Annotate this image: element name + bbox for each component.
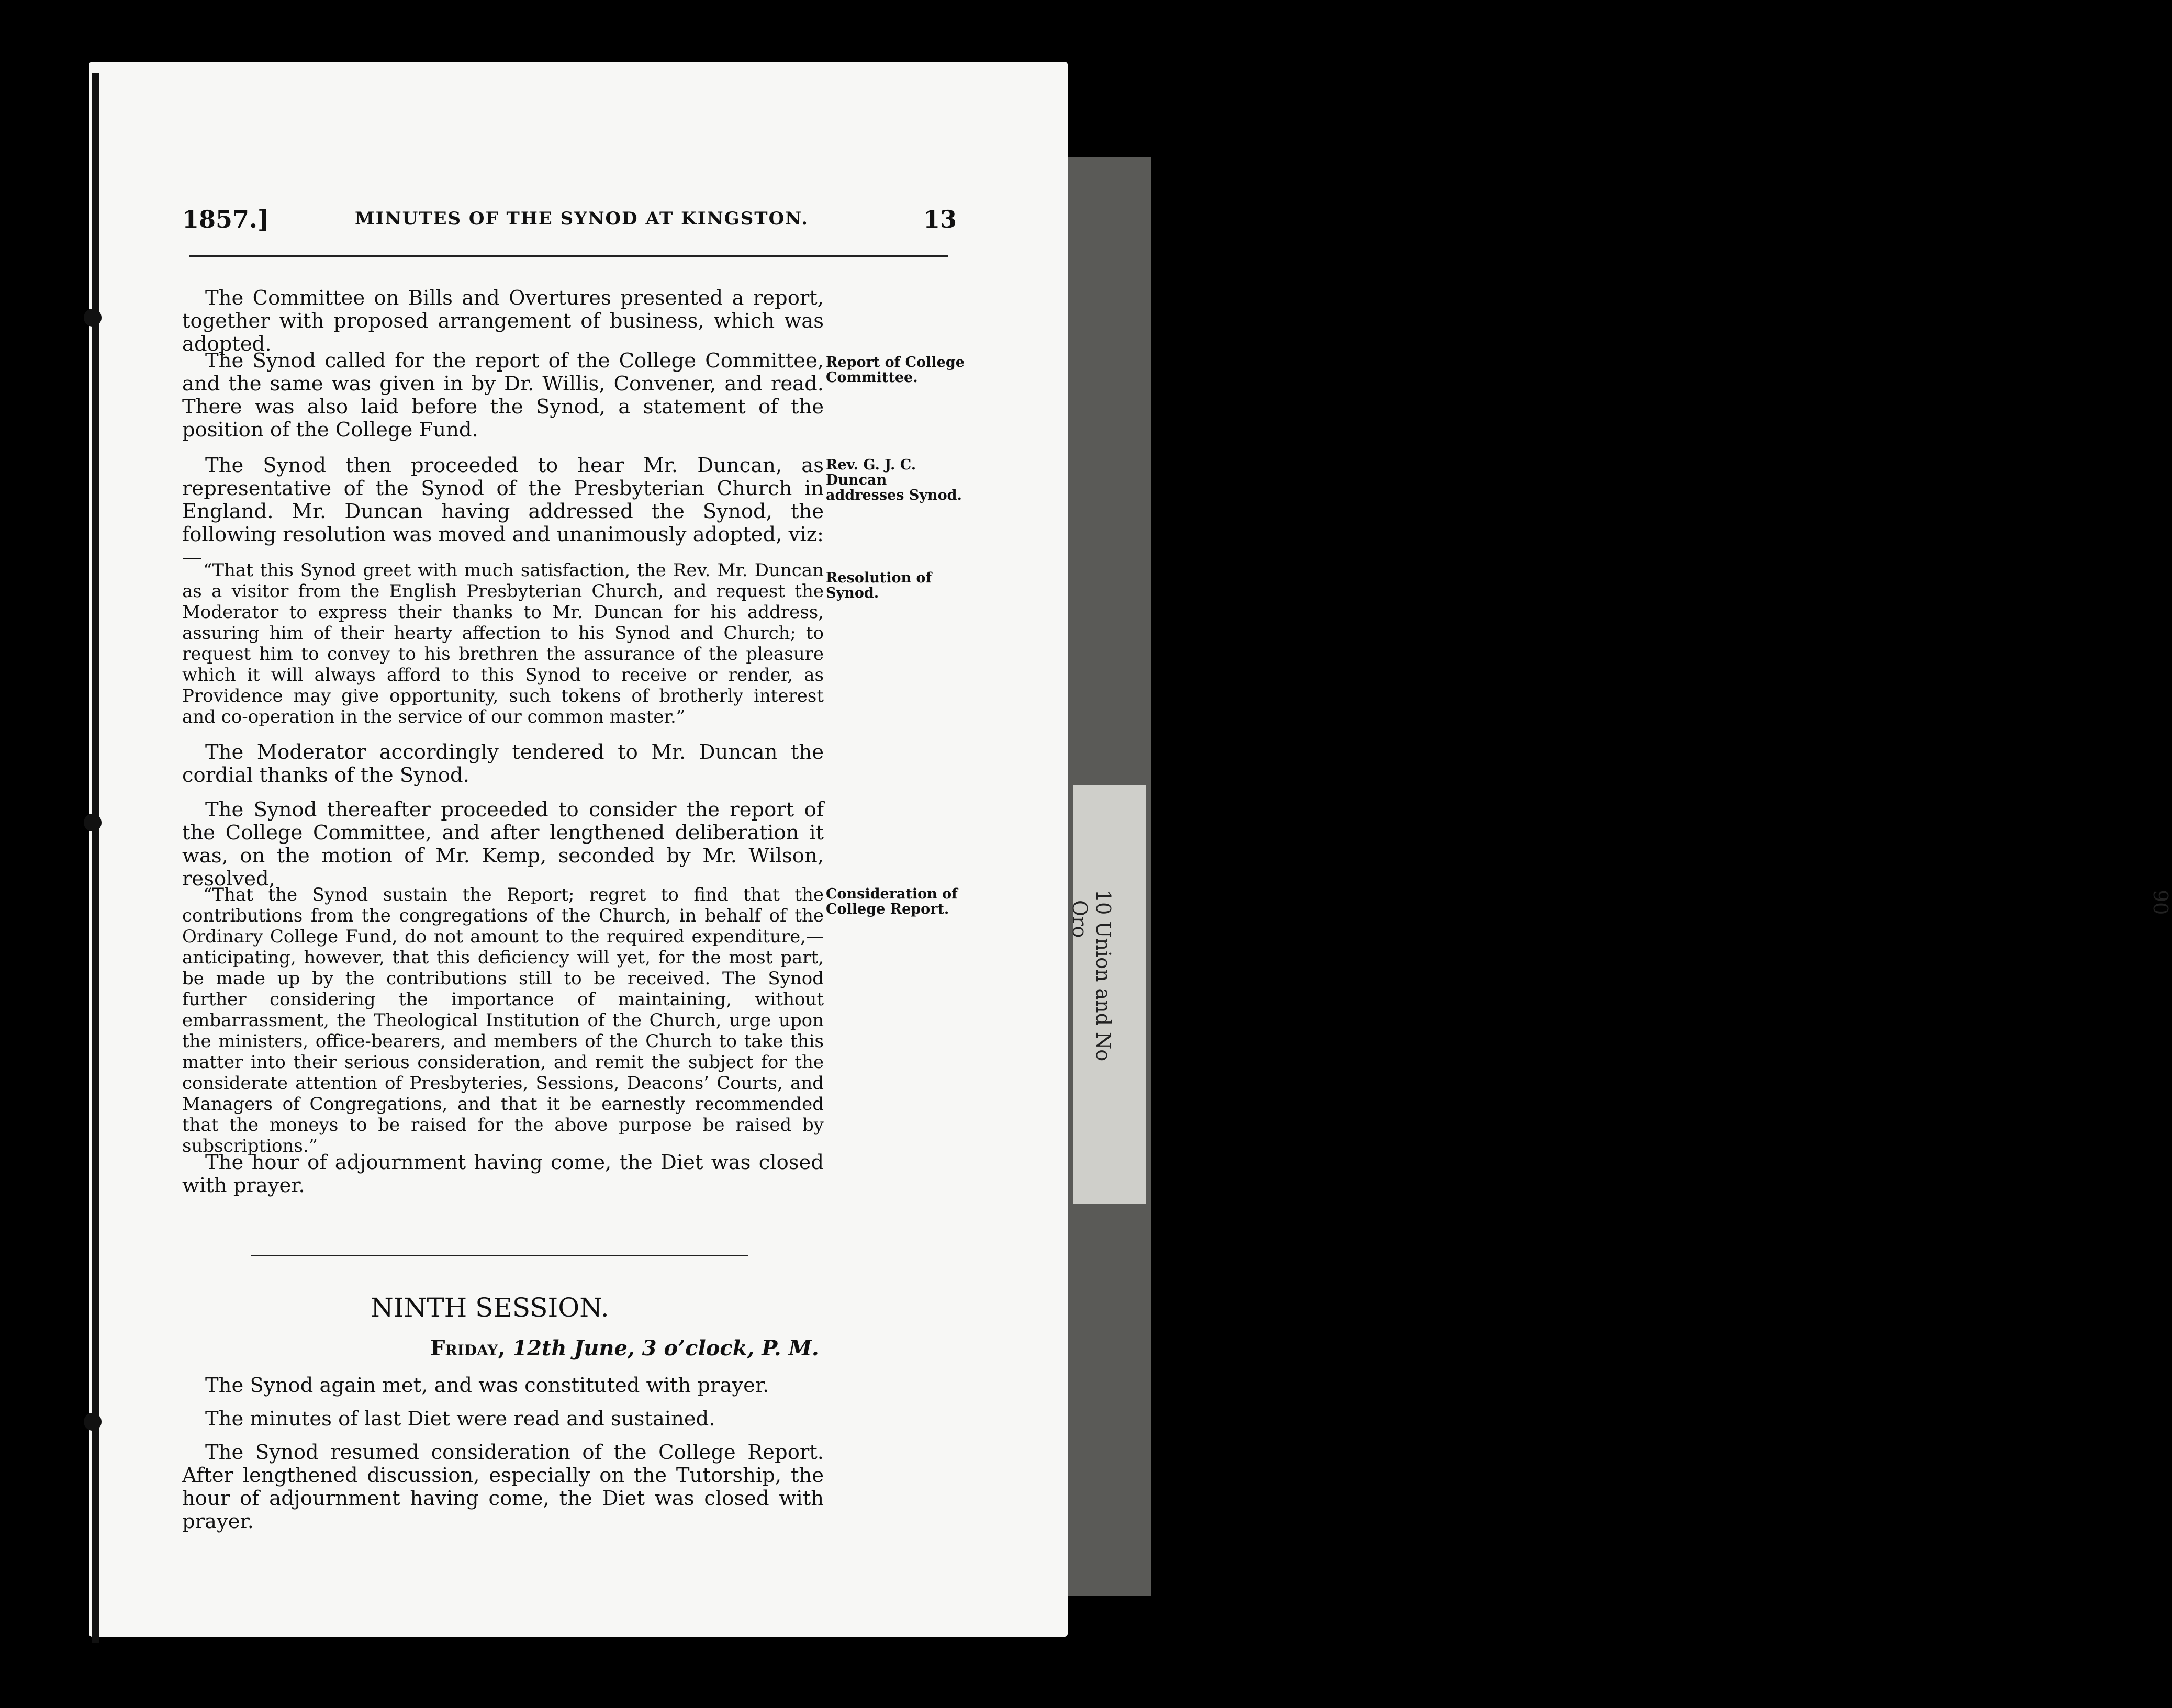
running-header: [182, 205, 957, 237]
quote-text: “That the Synod sustain the Report; regret to find that the contributions from the congregations of the Church, in behalf of the Ordinary College Fund, do not amount to the required expenditure,— anticipating, however, that this deficiency will yet, for the most part, be made up by the contributions still to be received. The Synod further considering the importance of maintaining, without embarrassment, the Theological Institution of the Church, urge upon the ministers, office-bearers, and members of the Church to take this matter into their serious consideration, and remit the subject for the considerate attention of Presbyteries, Sessions, Deacons’ Courts, and Managers of Congregations, and that it be earnestly recommended that the moneys to be raised for the above purpose be raised by subscriptions.”: [182, 884, 824, 1156]
resolution-quote-2: [182, 884, 824, 1156]
binding-stitch: [84, 1413, 102, 1431]
header-rule: [189, 255, 948, 257]
session-time: 12th June, 3 o’clock, P. M.: [512, 1336, 819, 1361]
paragraph-text: The hour of adjournment having come, the Diet was closed with prayer.: [182, 1151, 824, 1197]
side-note: Report of College Committee.: [826, 354, 965, 386]
section-divider: [251, 1255, 748, 1256]
side-note: Rev. G. J. C. Duncan addresses Synod.: [826, 457, 962, 503]
adjacent-page-edge: [1068, 157, 2172, 1596]
quote-text: “That this Synod greet with much satisfaction, the Rev. Mr. Duncan as a visitor from the English Presbyterian Church, and request the Moderator to express their thanks to Mr. Duncan for his address, assuring him of their hearty affection to his Synod and Church; to request him to convey to his brethren the assurance of the pleasure which it will always afford to this Synod to receive or render, as Providence may give opportunity, such tokens of brotherly interest and co-operation in the service of our common master.”: [182, 560, 824, 727]
binding-stitch: [84, 814, 102, 831]
paragraph-text: The Moderator accordingly tendered to Mr. Duncan the cordial thanks of the Synod.: [182, 740, 824, 787]
paragraph-5: [182, 799, 824, 891]
session-paragraph-1: [182, 1374, 824, 1397]
paragraph-text: The Committee on Bills and Overtures presented a report, together with proposed arrangement of business, which was adopted.: [182, 286, 824, 356]
session-day: Friday,: [430, 1336, 506, 1361]
session-paragraph-2: [182, 1408, 824, 1431]
header-title: MINUTES OF THE SYNOD AT KINGSTON.: [355, 208, 809, 229]
paragraph-1: [182, 287, 824, 356]
paragraph-text: The Synod thereafter proceeded to consider the report of the College Committee, and after lengthened deliberation it was, on the motion of Mr. Kemp, seconded by Mr. Wilson, resolved,: [182, 798, 824, 891]
side-note: Resolution of Synod.: [826, 570, 932, 601]
paragraph-2: [182, 350, 824, 442]
paragraph-text: The minutes of last Diet were read and sustained.: [205, 1407, 715, 1431]
edge-fragment: Oro: [1068, 900, 1091, 938]
session-title: NINTH SESSION.: [371, 1293, 609, 1323]
page-number: 13: [923, 205, 957, 233]
paragraph-text: The Synod resumed consideration of the College Report. After lengthened discussion, especially on the Tutorship, the hour of adjournment having come, the Diet was closed with prayer.: [182, 1441, 824, 1533]
binding-stitch: [84, 309, 102, 327]
resolution-quote-1: [182, 560, 824, 727]
session-date: [430, 1336, 819, 1361]
header-year: 1857.]: [182, 205, 269, 233]
paragraph-3: [182, 454, 824, 569]
paragraph-text: The Synod again met, and was constituted with prayer.: [205, 1374, 769, 1397]
edge-fragment: 10 Union and No: [1092, 890, 1115, 1062]
session-paragraph-3: [182, 1441, 824, 1533]
paragraph-6: [182, 1151, 824, 1197]
paragraph-text: The Synod called for the report of the College Committee, and the same was given in by Dr. Willis, Convener, and read. There was also laid before the Synod, a statement of the position of the College Fund.: [182, 349, 824, 442]
paragraph-4: [182, 741, 824, 787]
side-note: Consideration of College Report.: [826, 886, 958, 917]
paragraph-text: The Synod then proceeded to hear Mr. Duncan, as representative of the Synod of the Presbyterian Church in England. Mr. Duncan having addressed the Synod, the following resolution was moved and unanimously adopted, viz:—: [182, 454, 824, 569]
edge-fragment: 90: [2149, 890, 2172, 915]
